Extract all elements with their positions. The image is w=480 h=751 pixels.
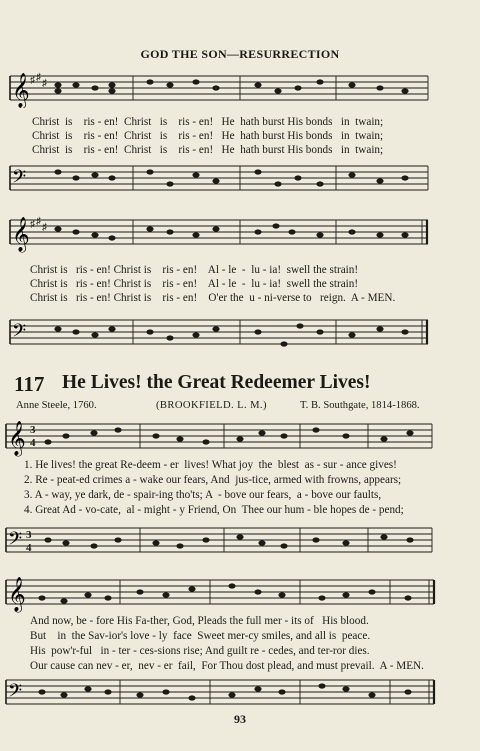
svg-text:♯: ♯ bbox=[36, 72, 41, 83]
section-heading: GOD THE SON—RESURRECTION bbox=[140, 47, 340, 61]
svg-text:4: 4 bbox=[26, 542, 32, 554]
svg-text:4: 4 bbox=[30, 437, 36, 449]
lyric-line: Christ is ris - en! Christ is ris - en! Al - le - lu - ia! swell the strain! bbox=[30, 264, 359, 276]
hymn-tune: (BROOKFIELD. L. M.) bbox=[156, 400, 267, 411]
lyric-line: 3. A - way, ye dark, de - spair-ing tho'ts; A - bove our fears, a - bove our faults, bbox=[24, 489, 382, 501]
lyric-line: Christ is ris - en! Christ is ris - en! He hath burst His bonds in twain; bbox=[32, 130, 384, 142]
svg-text:3: 3 bbox=[26, 529, 32, 541]
svg-text:𝄞: 𝄞 bbox=[12, 73, 30, 108]
svg-text:♯: ♯ bbox=[30, 219, 35, 230]
svg-text:𝄢: 𝄢 bbox=[8, 681, 23, 706]
lyric-line: And now, be - fore His Fa-ther, God, Pleads the full mer - its of His blood. bbox=[30, 615, 369, 627]
svg-text:♯: ♯ bbox=[30, 75, 35, 86]
lyric-line: 1. He lives! the great Re-deem - er lives! What joy the blest as - sur - ance gives! bbox=[24, 459, 397, 471]
bass-staff bbox=[0, 520, 480, 560]
lyric-line: Our cause can nev - er, nev - er fail, For Thou dost plead, and must prevail. A - MEN. bbox=[30, 660, 424, 672]
hymn-title: He Lives! the Great Redeemer Lives! bbox=[62, 372, 371, 393]
svg-text:𝄞: 𝄞 bbox=[12, 217, 30, 252]
hymn-composer: T. B. Southgate, 1814-1868. bbox=[300, 400, 420, 411]
lyric-line: Christ is ris - en! Christ is ris - en! He hath burst His bonds in twain; bbox=[32, 116, 384, 128]
page-number: 93 bbox=[234, 712, 246, 726]
lyric-line: Christ is ris - en! Christ is ris - en! He hath burst His bonds in twain; bbox=[32, 144, 384, 156]
treble-staff bbox=[0, 418, 480, 458]
treble-staff bbox=[0, 214, 480, 254]
svg-text:𝄞: 𝄞 bbox=[8, 577, 26, 612]
svg-text:𝄢: 𝄢 bbox=[8, 529, 23, 554]
svg-text:♯: ♯ bbox=[42, 222, 47, 233]
treble-staff bbox=[0, 572, 480, 614]
treble-staff bbox=[0, 72, 480, 108]
lyric-line: But in the Sav-ior's love - ly face Sweet mer-cy smiles, and all is peace. bbox=[30, 630, 371, 642]
hymn-author: Anne Steele, 1760. bbox=[16, 400, 97, 411]
svg-text:𝄢: 𝄢 bbox=[12, 321, 27, 346]
svg-text:3: 3 bbox=[30, 424, 36, 436]
bass-staff bbox=[0, 672, 480, 712]
svg-text:𝄞: 𝄞 bbox=[8, 421, 26, 456]
lyric-line: 4. Great Ad - vo-cate, al - might - y Friend, On Thee our hum - ble hopes de - pend; bbox=[24, 504, 404, 516]
lyric-line: Christ is ris - en! Christ is ris - en! O'er the u - ni-verse to reign. A - MEN. bbox=[30, 292, 396, 304]
lyric-line: His pow'r-ful in - ter - ces-sions rise; And guilt re - cedes, and ter-ror dies. bbox=[30, 645, 370, 657]
svg-text:𝄢: 𝄢 bbox=[12, 167, 27, 192]
bass-staff bbox=[0, 310, 480, 356]
hymn-number: 117 bbox=[14, 372, 45, 396]
lyric-line: Christ is ris - en! Christ is ris - en! Al - le - lu - ia! swell the strain! bbox=[30, 278, 359, 290]
lyric-line: 2. Re - peat-ed crimes a - wake our fears, And jus-tice, armed with frowns, appears; bbox=[24, 474, 402, 486]
svg-text:♯: ♯ bbox=[36, 216, 41, 227]
bass-staff bbox=[0, 160, 480, 200]
svg-text:♯: ♯ bbox=[42, 78, 47, 89]
